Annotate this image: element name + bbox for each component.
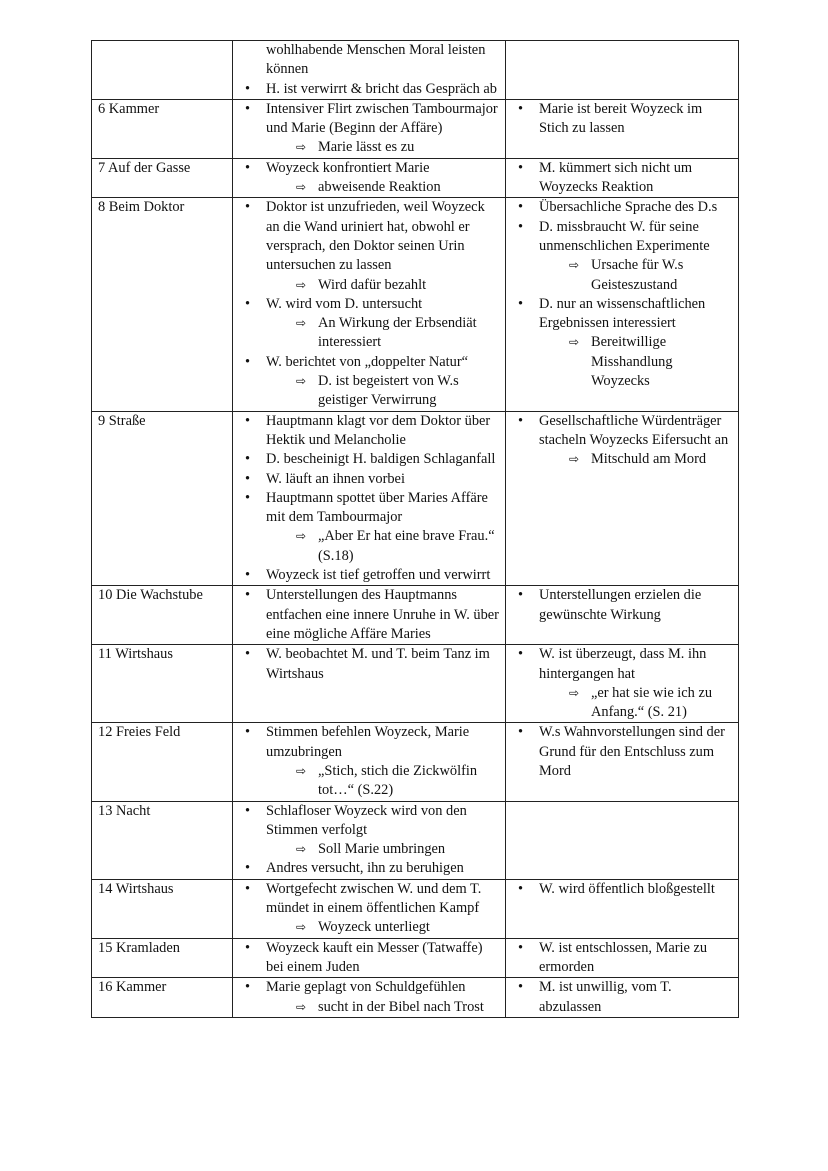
arrow-subpoint-text: Ursache für W.s Geisteszustand: [591, 257, 684, 293]
bullet-text: W. ist entschlossen, Marie zu ermorden: [539, 939, 708, 975]
events-list: [239, 586, 501, 644]
bullet-text: Unterstellungen des Hauptmanns entfachen eine innere Unruhe in W. über eine mögliche Affäre Maries: [266, 587, 499, 642]
arrow-subpoint-text: Marie lässt es zu: [318, 139, 415, 156]
arrow-subpoint-text: Bereitwillige Misshandlung Woyzecks: [591, 334, 673, 390]
bullet-item: [512, 218, 734, 295]
bullet-text: D. bescheinigt H. baldigen Schlaganfall: [266, 451, 496, 468]
analysis-cell: [506, 158, 739, 198]
bullet-text: D. nur an wissenschaftlichen Ergebnissen interessiert: [539, 295, 706, 332]
analysis-list: [512, 159, 734, 198]
arrow-subpoint-text: Wird dafür bezahlt: [318, 276, 427, 293]
scene-title-cell: 6 Kammer: [92, 99, 233, 158]
events-cell: [233, 158, 506, 198]
bullet-text: D. missbraucht W. für seine unmenschlichen Experimente: [539, 218, 710, 254]
arrow-subpoint-text: abweisende Reaktion: [318, 179, 441, 196]
table-row: [92, 723, 739, 801]
bullet-item: [239, 100, 501, 158]
arrow-right-icon: ⇨: [296, 763, 307, 778]
events-list: [239, 880, 501, 938]
bullet-item: [239, 353, 501, 411]
bullet-text: Schlafloser Woyzeck wird von den Stimmen verfolgt: [266, 802, 467, 838]
bullet-text: Hauptmann spottet über Maries Affäre mit dem Tambourmajor: [266, 489, 488, 526]
bullet-text: W. beobachtet M. und T. beim Tanz im Wirtshaus: [266, 646, 490, 682]
events-cell: [233, 938, 506, 978]
table-row: [92, 99, 739, 158]
arrow-subpoint: [266, 178, 501, 197]
bullet-text: Woyzeck ist tief getroffen und verwirrt: [266, 567, 491, 584]
scene-title-cell: 9 Straße: [92, 411, 233, 586]
bullet-item: [512, 978, 734, 1017]
arrow-right-icon: ⇨: [296, 842, 307, 857]
events-list: [239, 802, 501, 879]
bullet-item: [239, 80, 501, 99]
bullet-text: W. wird öffentlich bloßgestellt: [539, 880, 715, 897]
bullet-item: [239, 880, 501, 938]
scene-title-cell: 14 Wirtshaus: [92, 879, 233, 938]
bullet-text: W.s Wahnvorstellungen sind der Grund für den Entschluss zum Mord: [539, 724, 725, 779]
events-list: [239, 159, 501, 198]
events-list: [239, 198, 501, 410]
scene-title-cell: 15 Kramladen: [92, 938, 233, 978]
arrow-subpoint-text: sucht in der Bibel nach Trost: [318, 998, 484, 1015]
arrow-subpoint: [539, 333, 734, 391]
bullet-text: W. ist überzeugt, dass M. ihn hintergangen hat: [539, 646, 707, 682]
scene-title-cell: 16 Kammer: [92, 978, 233, 1018]
bullet-text: H. ist verwirrt & bricht das Gespräch ab: [266, 80, 497, 97]
bullet-text: M. ist unwillig, vom T. abzulassen: [539, 979, 672, 1015]
bullet-item: [239, 939, 501, 978]
table-row: [92, 801, 739, 879]
bullet-item: [239, 159, 501, 198]
events-list: [239, 41, 501, 99]
bullet-text: W. läuft an ihnen vorbei: [266, 470, 405, 487]
bullet-text: Unterstellungen erzielen die gewünschte Wirkung: [539, 587, 702, 623]
events-cell: [233, 978, 506, 1018]
arrow-right-icon: ⇨: [296, 999, 307, 1014]
analysis-cell: [506, 586, 739, 645]
events-cell: [233, 411, 506, 586]
bullet-item: [512, 159, 734, 198]
analysis-list: [512, 100, 734, 139]
bullet-item: [239, 489, 501, 566]
bullet-item: [239, 450, 501, 469]
arrow-right-icon: ⇨: [296, 374, 307, 389]
table-row: [92, 158, 739, 198]
bullet-text: Übersachliche Sprache des D.s: [539, 199, 718, 216]
scene-title-cell: 13 Nacht: [92, 801, 233, 879]
arrow-right-icon: ⇨: [296, 140, 307, 155]
analysis-cell: [506, 723, 739, 801]
table-row: [92, 411, 739, 586]
events-cell: [233, 41, 506, 100]
arrow-subpoint-text: D. ist begeistert von W.s geistiger Verwirrung: [318, 373, 459, 409]
arrow-subpoint: [266, 918, 501, 937]
events-cell: [233, 99, 506, 158]
analysis-cell: [506, 198, 739, 411]
table-row: [92, 586, 739, 645]
analysis-cell: [506, 41, 739, 100]
arrow-subpoint-text: „er hat sie wie ich zu Anfang.“ (S. 21): [591, 684, 713, 721]
analysis-cell: [506, 879, 739, 938]
scene-table: [91, 40, 739, 1018]
arrow-right-icon: ⇨: [296, 180, 307, 195]
bullet-item: [239, 412, 501, 451]
table-row: [92, 879, 739, 938]
table-row: [92, 938, 739, 978]
arrow-right-icon: ⇨: [296, 529, 307, 544]
bullet-item: [239, 41, 501, 80]
scene-title-cell: 12 Freies Feld: [92, 723, 233, 801]
bullet-text: Intensiver Flirt zwischen Tambourmajor und Marie (Beginn der Affäre): [266, 100, 498, 137]
bullet-text: Woyzeck kauft ein Messer (Tatwaffe) bei einem Juden: [266, 939, 483, 975]
bullet-text: Woyzeck konfrontiert Marie: [266, 159, 430, 176]
bullet-text: W. berichtet von „doppelter Natur“: [266, 353, 469, 370]
arrow-right-icon: ⇨: [569, 685, 580, 700]
bullet-item: [512, 939, 734, 978]
events-cell: [233, 723, 506, 801]
events-list: [239, 100, 501, 158]
scene-title-cell: 11 Wirtshaus: [92, 645, 233, 723]
arrow-right-icon: ⇨: [296, 316, 307, 331]
analysis-list: [512, 939, 734, 978]
arrow-right-icon: ⇨: [296, 920, 307, 935]
table-row: [92, 978, 739, 1018]
arrow-subpoint: [266, 840, 501, 859]
table-row: [92, 41, 739, 100]
arrow-right-icon: ⇨: [569, 258, 580, 273]
events-list: [239, 723, 501, 800]
events-cell: [233, 645, 506, 723]
bullet-item: [512, 586, 734, 625]
bullet-text: M. kümmert sich nicht um Woyzecks Reaktion: [539, 159, 693, 196]
analysis-list: [512, 586, 734, 625]
arrow-subpoint-text: Woyzeck unterliegt: [318, 919, 430, 936]
bullet-text: Marie geplagt von Schuldgefühlen: [266, 979, 466, 996]
analysis-cell: [506, 645, 739, 723]
bullet-text: wohlhabende Menschen Moral leisten können: [266, 42, 486, 78]
arrow-subpoint-text: „Aber Er hat eine brave Frau.“ (S.18): [318, 528, 495, 564]
arrow-subpoint: [266, 527, 501, 566]
scene-title-cell: 10 Die Wachstube: [92, 586, 233, 645]
events-cell: [233, 586, 506, 645]
events-list: [239, 645, 501, 684]
events-cell: [233, 801, 506, 879]
arrow-subpoint: [266, 138, 501, 157]
arrow-subpoint: [266, 998, 501, 1017]
scene-table-body: [92, 41, 739, 1018]
bullet-text: Doktor ist unzufrieden, weil Woyzeck an die Wand uriniert hat, obwohl er versprach, den Doktor seinen Urin untersuchen zu lassen: [266, 199, 485, 274]
bullet-item: [239, 723, 501, 800]
bullet-item: [512, 100, 734, 139]
scene-title-cell: [92, 41, 233, 100]
arrow-subpoint: [266, 762, 501, 801]
bullet-item: [512, 645, 734, 722]
analysis-cell: [506, 411, 739, 586]
bullet-item: [512, 295, 734, 391]
bullet-text: Gesellschaftliche Würdenträger stacheln Woyzecks Eifersucht an: [539, 412, 729, 448]
bullet-text: Andres versucht, ihn zu beruhigen: [266, 860, 464, 877]
arrow-subpoint-text: Soll Marie umbringen: [318, 841, 446, 858]
bullet-item: [239, 198, 501, 294]
arrow-subpoint-text: An Wirkung der Erbsendiät interessiert: [318, 315, 477, 351]
analysis-list: [512, 645, 734, 722]
arrow-subpoint: [266, 372, 501, 411]
bullet-text: Marie ist bereit Woyzeck im Stich zu lassen: [539, 100, 703, 137]
events-list: [239, 939, 501, 978]
bullet-text: Hauptmann klagt vor dem Doktor über Hektik und Melancholie: [266, 412, 491, 448]
table-row: [92, 645, 739, 723]
analysis-list: [512, 880, 734, 899]
events-cell: [233, 198, 506, 411]
arrow-right-icon: ⇨: [569, 335, 580, 350]
events-list: [239, 412, 501, 586]
analysis-list: [512, 978, 734, 1017]
bullet-text: Stimmen befehlen Woyzeck, Marie umzubringen: [266, 724, 470, 760]
bullet-item: [512, 880, 734, 899]
arrow-right-icon: ⇨: [296, 277, 307, 292]
bullet-item: [239, 295, 501, 353]
analysis-cell: [506, 801, 739, 879]
table-row: [92, 198, 739, 411]
bullet-text: Wortgefecht zwischen W. und dem T. mündet in einem öffentlichen Kampf: [266, 880, 482, 917]
bullet-item: [239, 802, 501, 860]
bullet-item: [512, 412, 734, 470]
bullet-item: [512, 198, 734, 217]
bullet-item: [239, 859, 501, 878]
bullet-text: W. wird vom D. untersucht: [266, 295, 423, 312]
events-list: [239, 978, 501, 1017]
bullet-item: [239, 978, 501, 1017]
arrow-subpoint-text: „Stich, stich die Zickwölfin tot…“ (S.22): [318, 762, 478, 799]
arrow-subpoint: [266, 276, 501, 295]
analysis-cell: [506, 978, 739, 1018]
bullet-item: [239, 566, 501, 585]
bullet-item: [239, 470, 501, 489]
analysis-list: [512, 723, 734, 781]
bullet-item: [239, 645, 501, 684]
arrow-subpoint: [539, 256, 734, 295]
arrow-subpoint: [266, 314, 501, 353]
analysis-list: [512, 412, 734, 470]
scene-title-cell: 7 Auf der Gasse: [92, 158, 233, 198]
analysis-list: [512, 198, 734, 391]
arrow-subpoint: [539, 684, 734, 723]
scene-title-cell: 8 Beim Doktor: [92, 198, 233, 411]
arrow-subpoint-text: Mitschuld am Mord: [591, 451, 707, 468]
bullet-item: [512, 723, 734, 781]
arrow-subpoint: [539, 450, 734, 469]
arrow-right-icon: ⇨: [569, 452, 580, 467]
bullet-item: [239, 586, 501, 644]
analysis-cell: [506, 99, 739, 158]
events-cell: [233, 879, 506, 938]
analysis-cell: [506, 938, 739, 978]
